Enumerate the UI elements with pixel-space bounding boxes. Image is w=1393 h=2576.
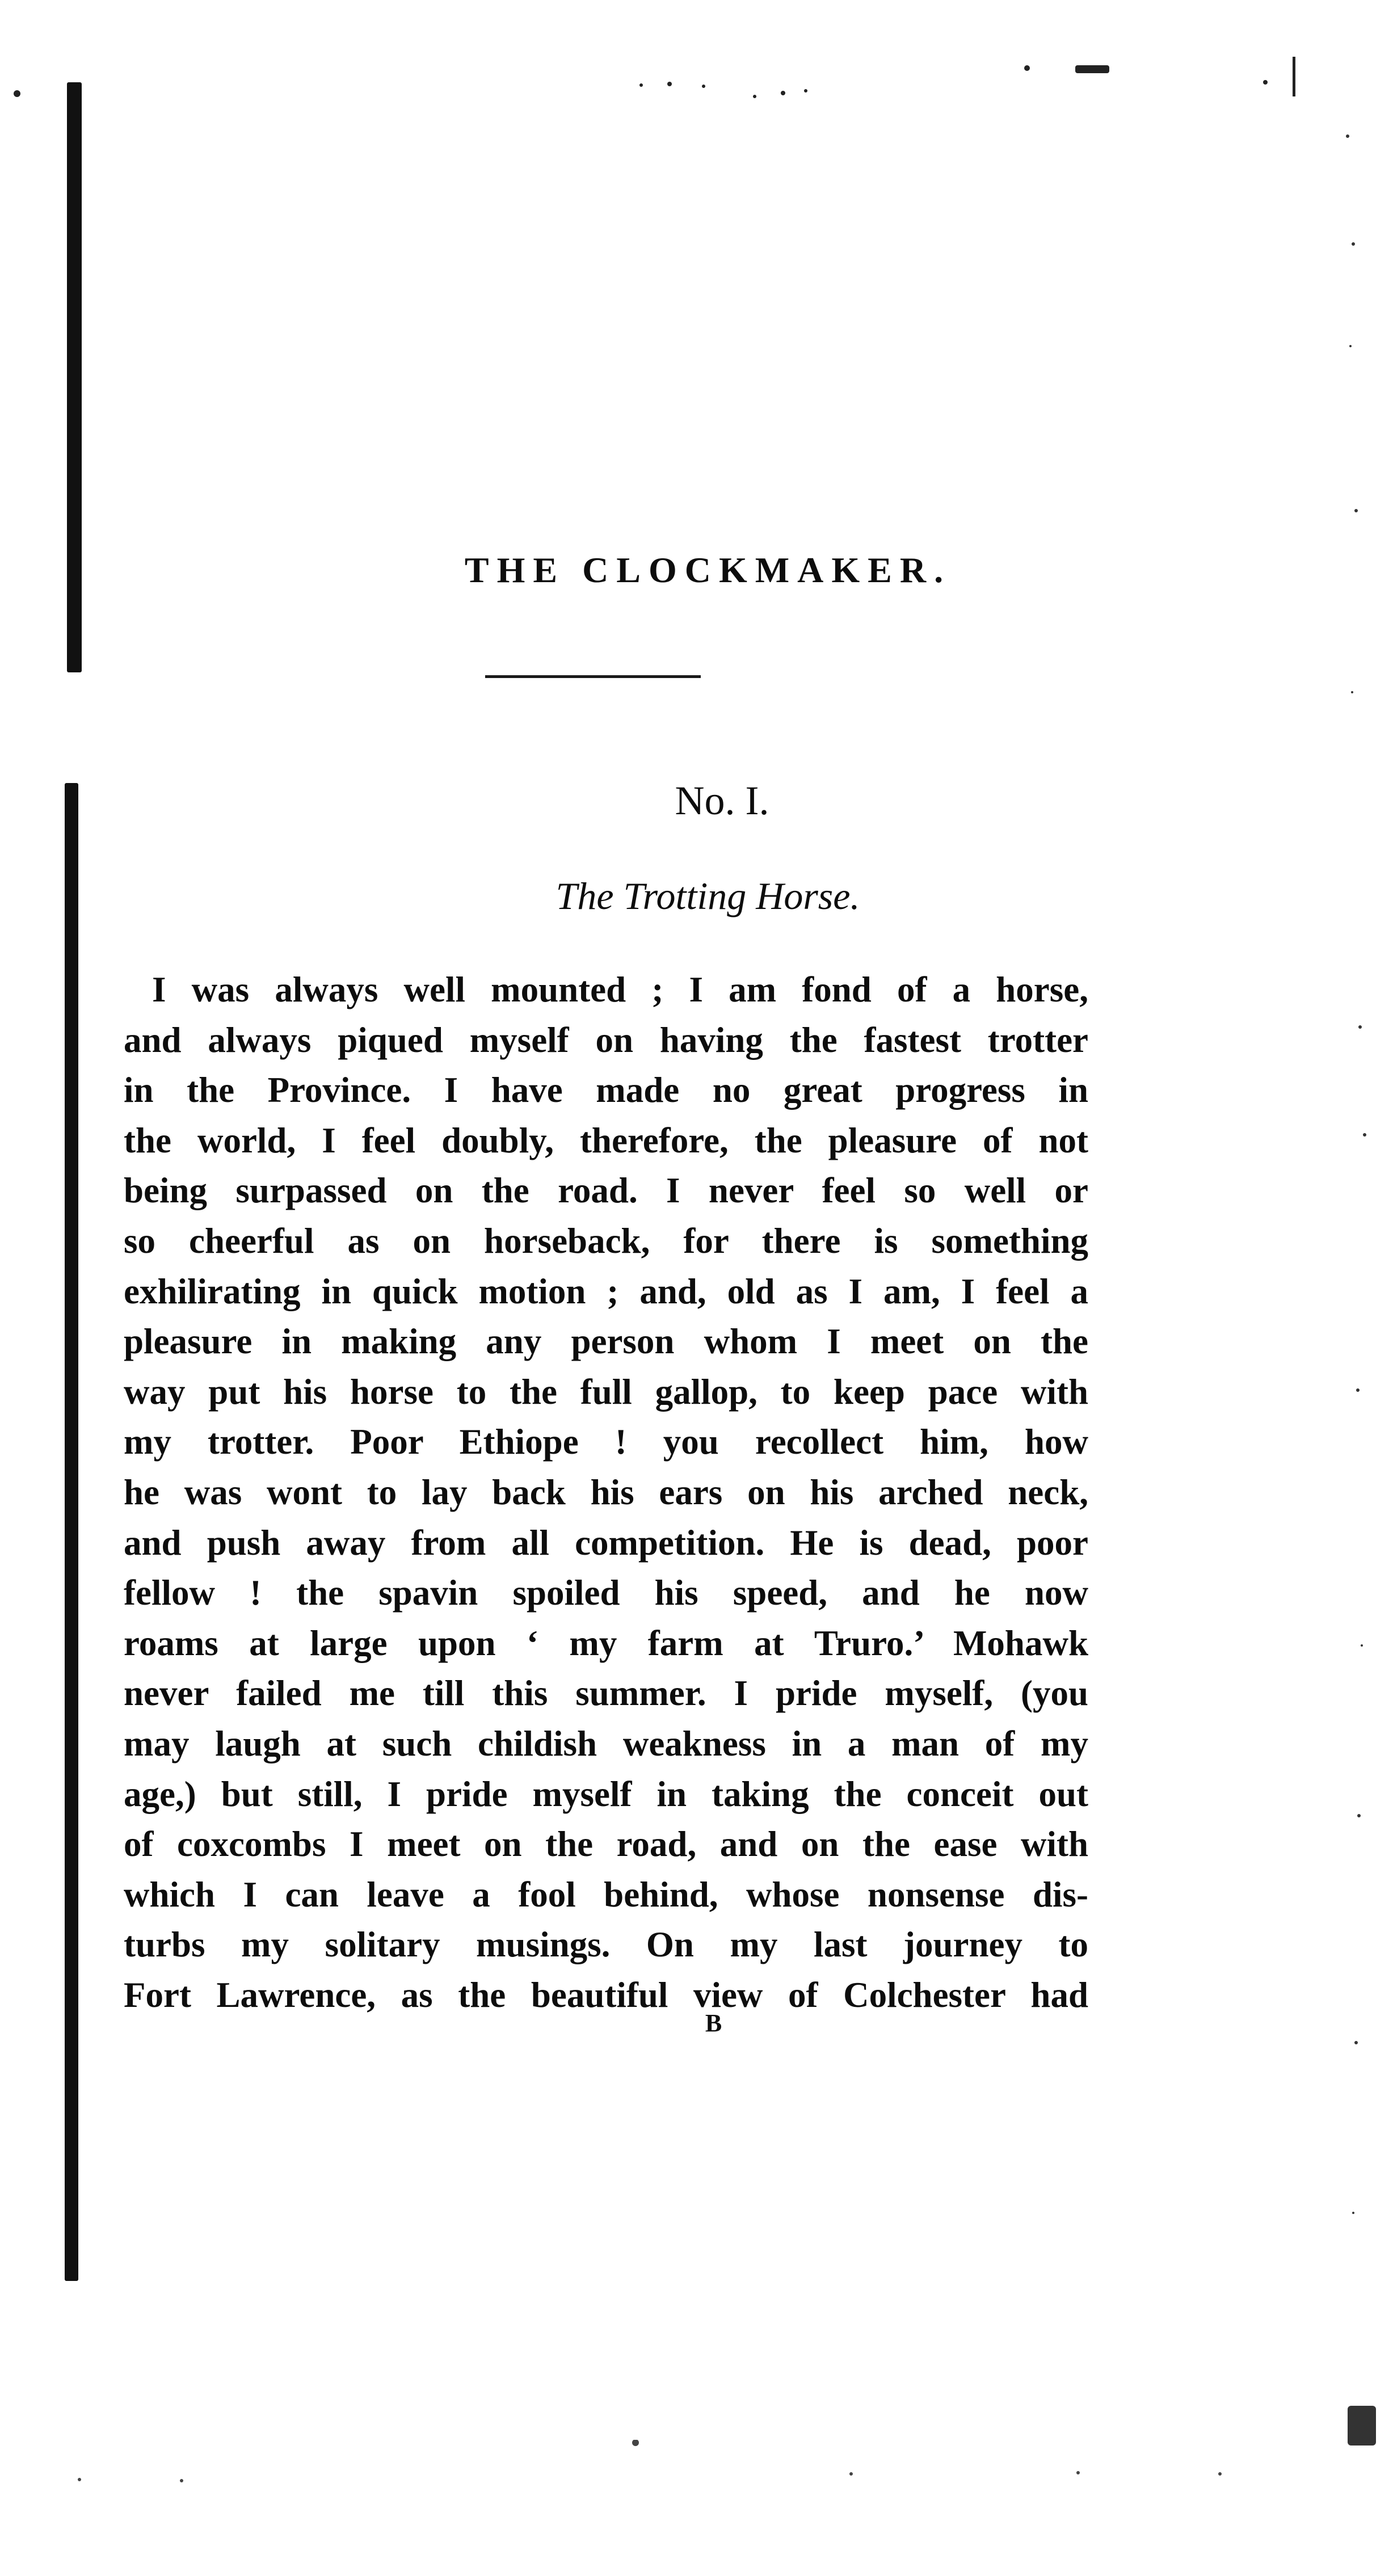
text-line-2: and always piqued myself on having the fastest trotter [124, 1020, 1088, 1060]
text-line-11: he was wont to lay back his ears on his arched neck, [124, 1472, 1088, 1512]
scan-noise-top [0, 51, 1393, 102]
text-line-21: Fort Lawrence, as the beautiful view of Colchester had [124, 1975, 1088, 2015]
text-line-9: way put his horse to the full gallop, to keep pace with [124, 1371, 1088, 1412]
text-line-17: age,) but still, I pride myself in taking the conceit out [124, 1774, 1088, 1814]
scan-noise-right-edge [1325, 0, 1393, 2576]
body-paragraph [124, 965, 1088, 2020]
text-line-15: never failed me till this summer. I pride myself, (you [124, 1673, 1088, 1714]
text-line-7: exhilirating in quick motion ; and, old as I am, I feel a [124, 1271, 1088, 1311]
text-line-8: pleasure in making any person whom I meet on the [124, 1321, 1088, 1362]
text-line-6: so cheerful as on horseback, for there is something [124, 1220, 1088, 1261]
text-line-12: and push away from all competition. He is dead, poor [124, 1522, 1088, 1563]
scan-noise-bottom [0, 2440, 1393, 2491]
text-line-19: which I can leave a fool behind, whose nonsense dis- [124, 1874, 1088, 1914]
binding-shadow-bottom [65, 783, 78, 2281]
text-line-13: fellow ! the spavin spoiled his speed, and he now [124, 1573, 1088, 1613]
signature-mark: B [705, 2009, 722, 2037]
chapter-title: The Trotting Horse. [555, 874, 860, 917]
running-title: THE CLOCKMAKER. [464, 550, 952, 590]
text-line-18: of coxcombs I meet on the road, and on the ease with [124, 1824, 1088, 1864]
text-line-14: roams at large upon ‘ my farm at Truro.’ Mohawk [124, 1623, 1088, 1663]
text-line-4: the world, I feel doubly, therefore, the pleasure of not [124, 1120, 1088, 1160]
text-line-20: turbs my solitary musings. On my last journey to [124, 1925, 1088, 1965]
title-divider-rule [485, 675, 701, 678]
text-line-3: in the Province. I have made no great progress in [124, 1070, 1088, 1110]
text-line-1: I was always well mounted ; I am fond of a horse, [152, 970, 1088, 1009]
text-line-16: may laugh at such childish weakness in a man of my [124, 1723, 1088, 1763]
chapter-number: No. I. [675, 778, 769, 823]
text-line-10: my trotter. Poor Ethiope ! you recollect him, how [124, 1422, 1088, 1462]
text-line-5: being surpassed on the road. I never feel so well or [124, 1171, 1088, 1211]
